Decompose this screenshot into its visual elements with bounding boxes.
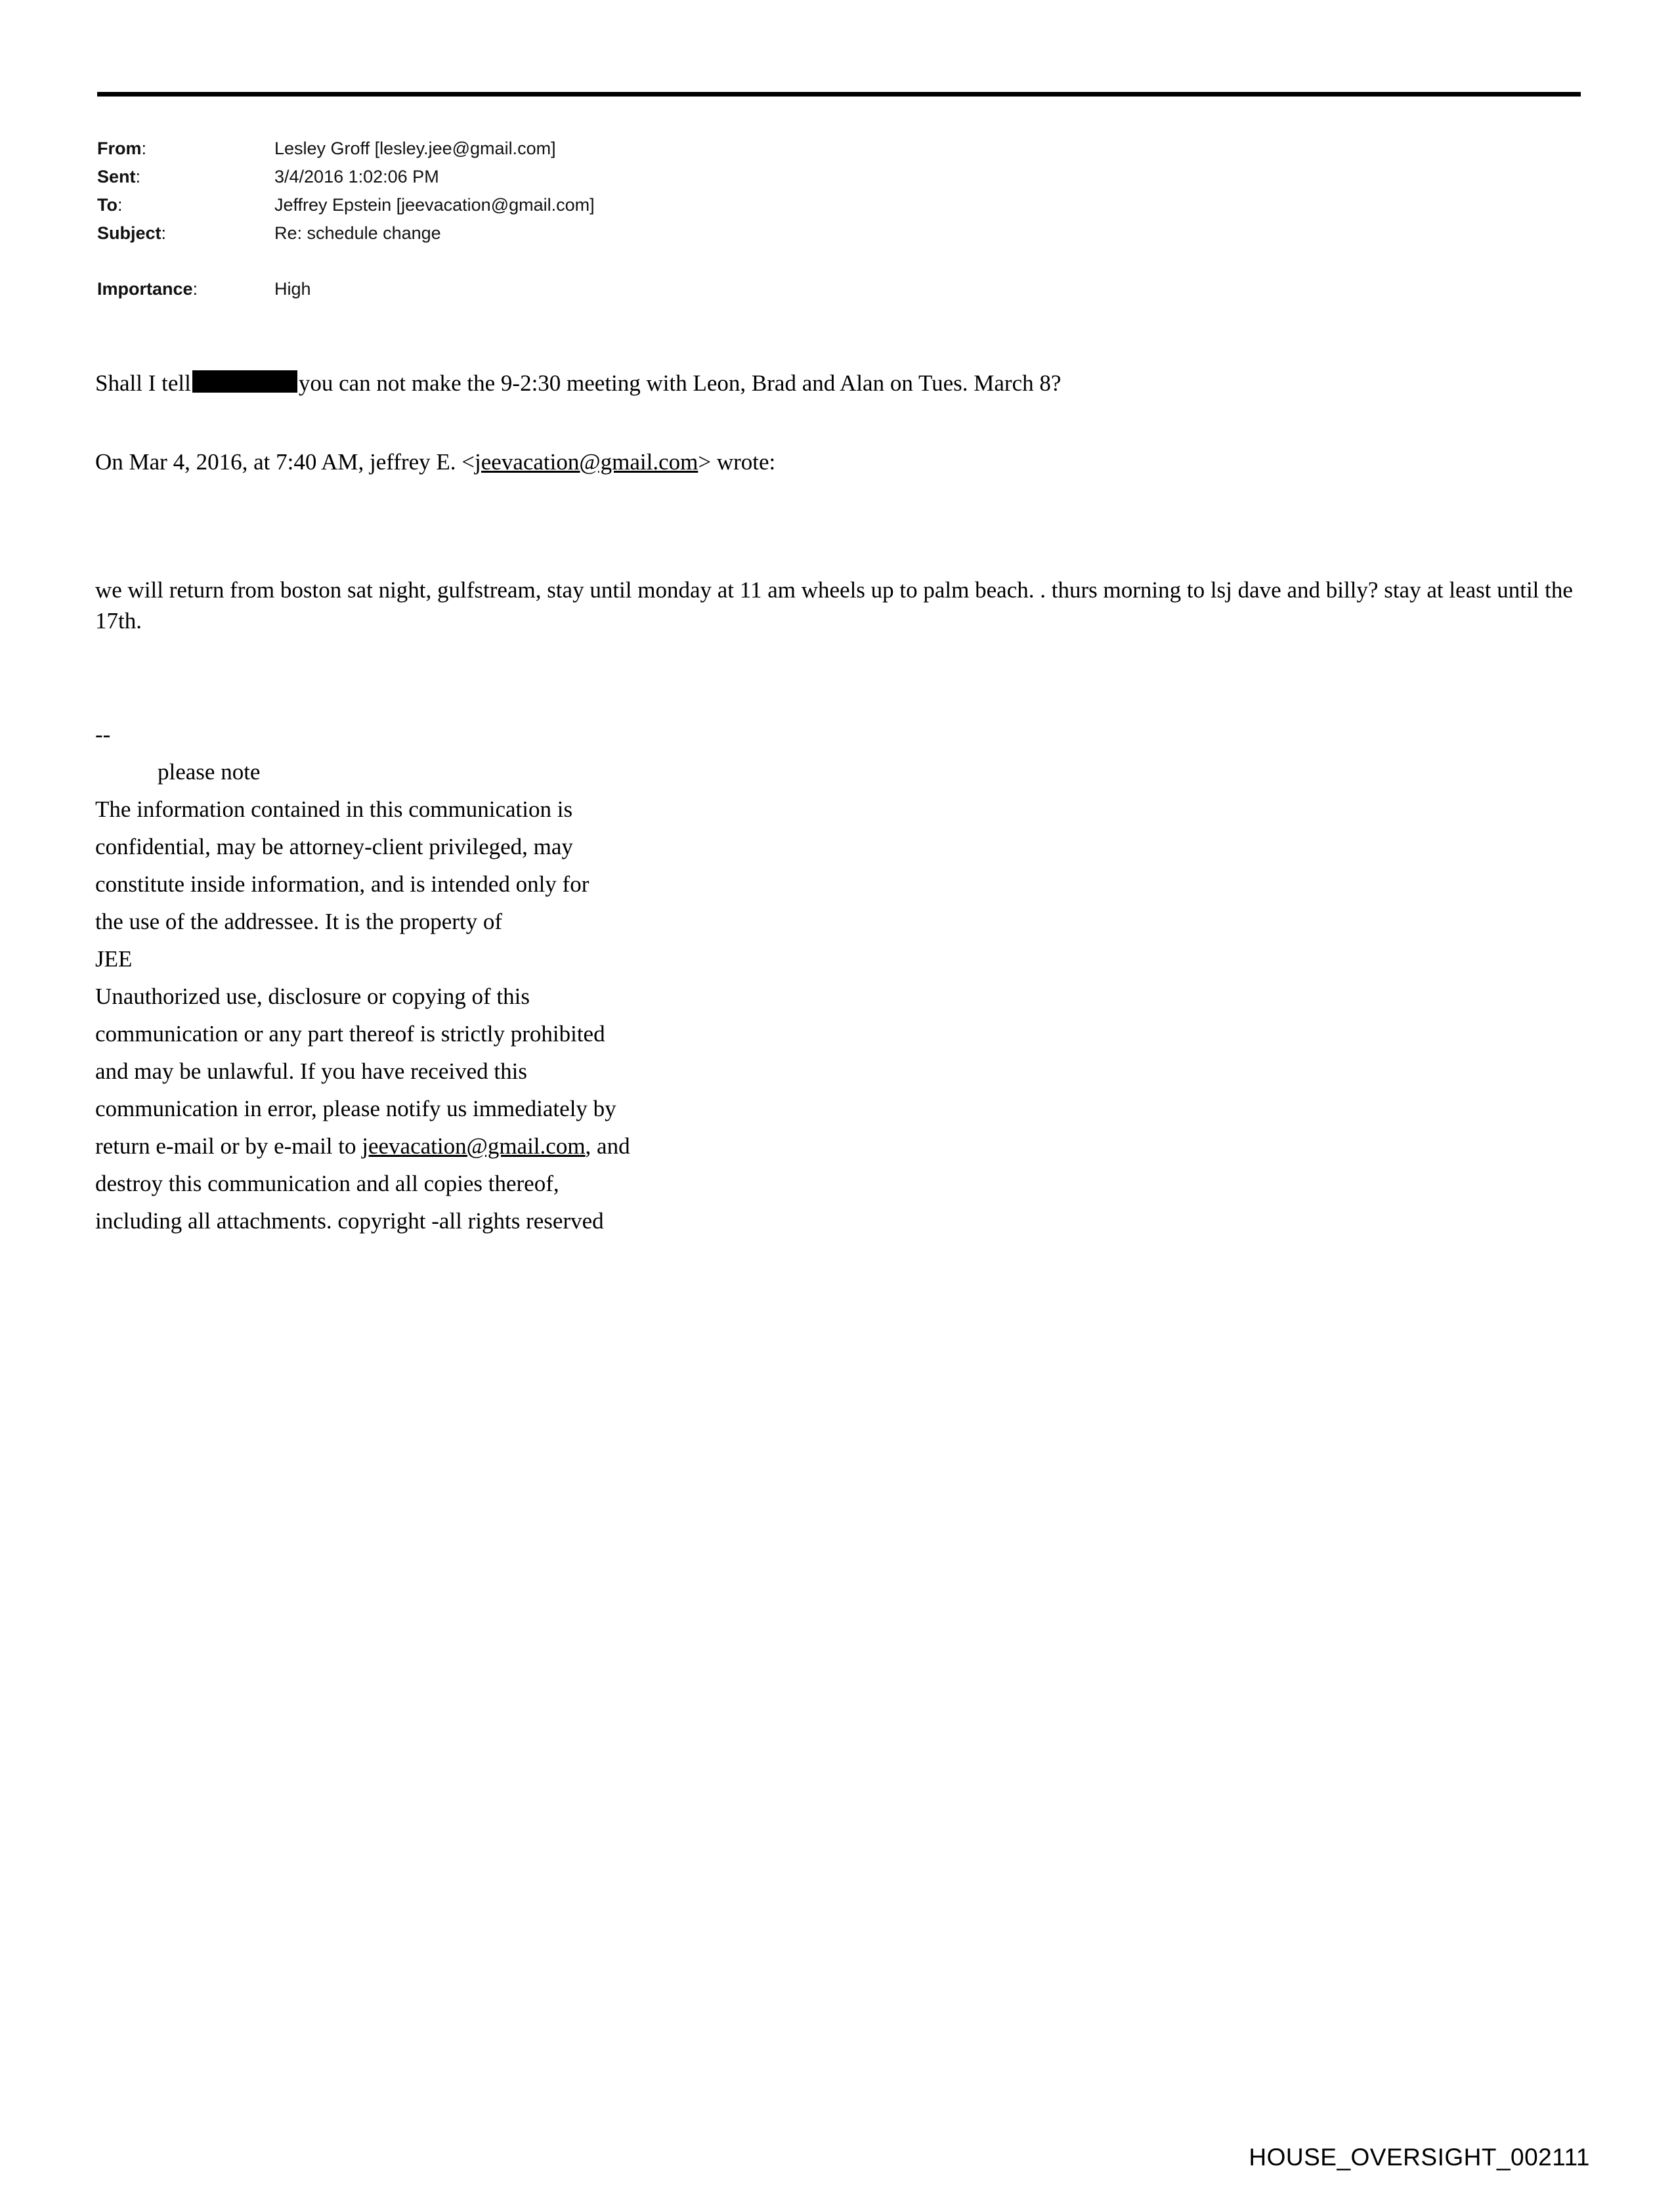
signature-link-prefix: return e-mail or by e-mail to: [95, 1133, 362, 1159]
signature-line-8: and may be unlawful. If you have received this: [95, 1058, 527, 1084]
quoted-message-body: we will return from boston sat night, gulfstream, stay until monday at 11 am wheels up to palm beach. . thurs morning to lsj dave and billy? stay at least until the 17th.: [95, 577, 1573, 634]
signature-line-2: confidential, may be attorney-client privileged, may: [95, 834, 573, 859]
question-text-before-redaction: Shall I tell: [95, 370, 191, 396]
header-value-sent: 3/4/2016 1:02:06 PM: [274, 167, 439, 186]
signature-please-note: please note: [158, 759, 261, 785]
signature-dashes: --: [95, 722, 111, 747]
signature-block: [95, 716, 1080, 1240]
signature-line-4: the use of the addressee. It is the property of: [95, 909, 503, 934]
signature-link-line: [95, 1127, 1080, 1165]
quoted-intro-suffix: > wrote:: [698, 449, 776, 475]
redaction-bar: [192, 370, 297, 393]
header-row-sent: [97, 163, 1279, 191]
header-row-from: [97, 135, 1279, 163]
message-question-paragraph: [95, 368, 1585, 399]
signature-line-3: constitute inside information, and is intended only for: [95, 871, 590, 897]
signature-line-10: destroy this communication and all copies thereof,: [95, 1171, 559, 1196]
header-row-to: [97, 191, 1279, 219]
header-value-importance: High: [274, 279, 311, 299]
email-header: [97, 135, 1279, 303]
header-label-importance: Importance:: [97, 279, 198, 299]
signature-line-5: JEE: [95, 946, 133, 972]
header-label-subject: Subject:: [97, 223, 167, 243]
header-spacer: [97, 248, 1279, 275]
header-row-subject: [97, 219, 1279, 248]
signature-line-6: Unauthorized use, disclosure or copying of this: [95, 984, 530, 1009]
signature-line-7: communication or any part thereof is strictly prohibited: [95, 1021, 605, 1047]
header-divider-rule: [97, 92, 1581, 97]
header-value-subject: Re: schedule change: [274, 223, 441, 243]
quoted-message-intro: [95, 446, 1585, 477]
signature-email-link[interactable]: jeevacation@gmail.com: [362, 1133, 586, 1159]
header-value-to: Jeffrey Epstein [jeevacation@gmail.com]: [274, 195, 595, 215]
signature-line-1: The information contained in this communication is: [95, 796, 573, 822]
header-label-sent: Sent:: [97, 167, 141, 186]
signature-line-11: including all attachments. copyright -all rights reserved: [95, 1208, 604, 1234]
quoted-intro-email-link[interactable]: jeevacation@gmail.com: [475, 449, 698, 475]
quoted-intro-prefix: On Mar 4, 2016, at 7:40 AM, jeffrey E. <: [95, 449, 475, 475]
signature-line-9: communication in error, please notify us immediately by: [95, 1096, 616, 1121]
header-label-to: To:: [97, 195, 123, 215]
question-text-after-redaction: you can not make the 9-2:30 meeting with Leon, Brad and Alan on Tues. March 8?: [298, 370, 1062, 396]
header-value-from: Lesley Groff [lesley.jee@gmail.com]: [274, 139, 556, 158]
signature-link-suffix: , and: [585, 1133, 630, 1159]
header-label-from: From:: [97, 139, 147, 158]
header-row-importance: [97, 275, 1279, 303]
bates-number: HOUSE_OVERSIGHT_002111: [1249, 2144, 1590, 2171]
